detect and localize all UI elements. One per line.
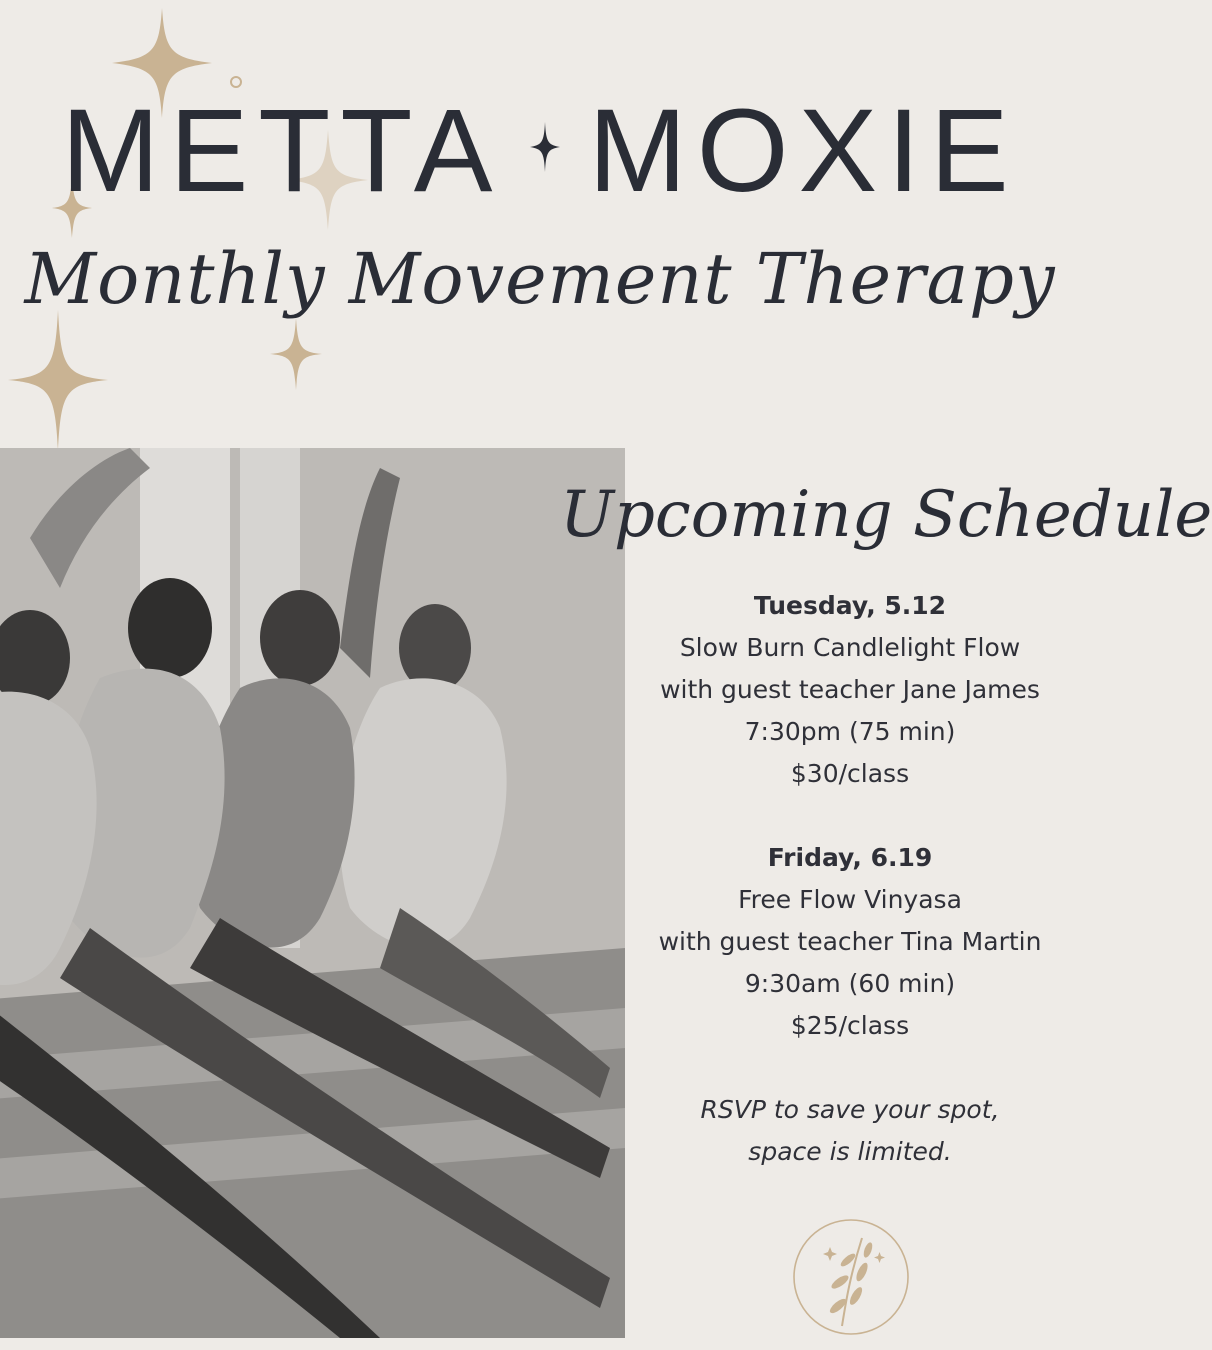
- botanical-sprig-icon: [790, 1216, 912, 1342]
- event-item: [620, 837, 1080, 1047]
- event-price: $30/class: [790, 759, 910, 788]
- event-title: Free Flow Vinyasa: [738, 885, 962, 914]
- tagline: Monthly Movement Therapy: [24, 238, 1056, 320]
- event-time: 9:30am (60 min): [744, 969, 956, 998]
- schedule-list: [620, 585, 1080, 1173]
- brand-logo: [0, 85, 1080, 217]
- sparkle-icon-small-center: [270, 318, 322, 390]
- event-teacher: with guest teacher Jane James: [660, 675, 1040, 704]
- event-teacher: with guest teacher Tina Martin: [658, 927, 1042, 956]
- sparkle-separator-icon: [530, 122, 560, 181]
- sparkle-icon-large-left: [8, 310, 108, 450]
- yoga-class-photo: [0, 448, 625, 1338]
- rsvp-note: [620, 1089, 1080, 1173]
- brand-left-word: METTA: [61, 85, 503, 217]
- brand-right-word: MOXIE: [588, 85, 1019, 217]
- event-item: [620, 585, 1080, 795]
- schedule-heading: Upcoming Schedule: [560, 478, 1212, 552]
- rsvp-line-1: RSVP to save your spot,: [700, 1095, 1000, 1124]
- event-title: Slow Burn Candlelight Flow: [679, 633, 1021, 662]
- event-date: Friday, 6.19: [767, 843, 933, 872]
- event-time: 7:30pm (75 min): [744, 717, 956, 746]
- event-price: $25/class: [790, 1011, 910, 1040]
- rsvp-line-2: space is limited.: [748, 1137, 952, 1166]
- yoga-figures-illustration: [0, 448, 625, 1338]
- event-date: Tuesday, 5.12: [753, 591, 947, 620]
